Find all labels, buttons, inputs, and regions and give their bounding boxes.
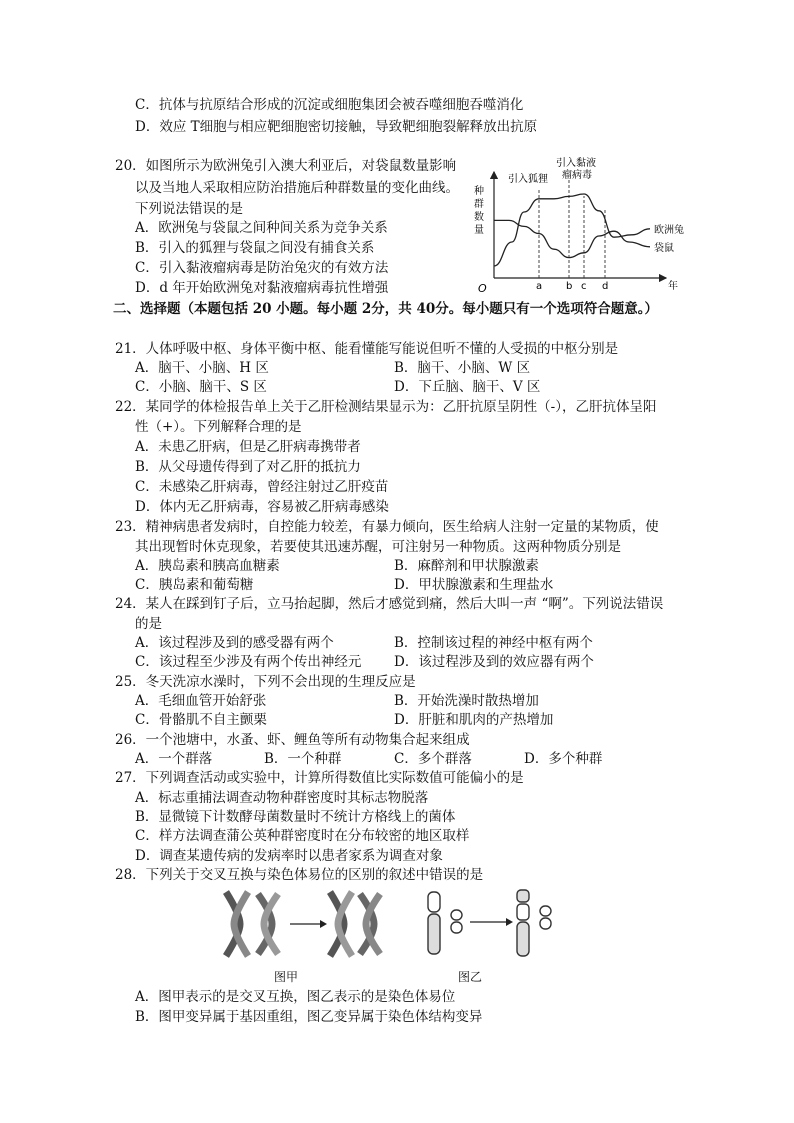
y-axis-label (474, 184, 484, 236)
population-chart (470, 150, 690, 295)
q27-option-d: D．调查某遗传病的发病率时以患者家系为调查对象 (135, 848, 443, 864)
q24-option-c: C．该过程至少涉及有两个传出神经元 (135, 654, 362, 670)
q25-option-a: A．毛细血管开始舒张 (135, 693, 267, 709)
x-tick-a: a (536, 281, 543, 292)
q25-stem: 25．冬天洗凉水澡时，下列不会出现的生理反应是 (115, 674, 416, 690)
q26-option-b: B．一个种群 (264, 751, 342, 767)
q24-option-b: B．控制该过程的神经中枢有两个 (394, 635, 593, 651)
q23-option-a: A．胰岛素和胰高血糖素 (135, 558, 280, 574)
q20-option-a: A．欧洲兔与袋鼠之间种间关系为竞争关系 (135, 220, 388, 236)
option-c-prev: C．抗体与抗原结合形成的沉淀或细胞集团会被吞噬细胞吞噬消化 (135, 97, 524, 113)
figure-jia (218, 888, 388, 960)
q25-option-b: B．开始洗澡时散热增加 (394, 693, 539, 709)
q20-stem-3: 下列说法错误的是 (135, 201, 243, 217)
q26-option-a: A．一个群落 (135, 751, 213, 767)
option-d-prev: D．效应 T细胞与相应靶细胞密切接触，导致靶细胞裂解释放出抗原 (135, 119, 538, 135)
series-label-kangaroo: 袋鼠 (654, 242, 674, 254)
chromosome-small (451, 910, 462, 933)
q24-option-d: D．该过程涉及到的效应器有两个 (394, 654, 594, 670)
q22-option-b: B．从父母遗传得到了对乙肝的抵抗力 (135, 459, 361, 475)
q23-stem-1: 23．精神病患者发病时，自控能力较差，有暴力倾向，医生给病人注射一定量的某物质，使 (115, 519, 659, 535)
x-axis-label: 年 (668, 281, 678, 292)
q21-stem: 21．人体呼吸中枢、身体平衡中枢、能看懂能写能说但听不懂的人受损的中枢分别是 (115, 341, 619, 357)
q28-option-a: A．图甲表示的是交叉互换，图乙表示的是染色体易位 (135, 989, 456, 1005)
y-axis-label-char: 群 (474, 199, 484, 210)
origin-label: O (478, 282, 487, 295)
q26-stem: 26．一个池塘中，水蚤、虾、鲤鱼等所有动物集合起来组成 (115, 732, 470, 748)
y-axis-label-char: 量 (474, 225, 484, 236)
q23-option-c: C．胰岛素和葡萄糖 (135, 577, 254, 593)
figure-jia-label: 图甲 (274, 970, 299, 984)
q20-stem-2: 以及当地人采取相应防治措施后种群数量的变化曲线。 (135, 180, 459, 196)
figure-yi-label: 图乙 (458, 970, 483, 984)
q21-option-a: A．脑干、小脑、H 区 (135, 360, 269, 376)
figure-yi (420, 888, 560, 960)
series-label-rabbit: 欧洲兔 (654, 224, 684, 236)
q20-stem-1: 20．如图所示为欧洲兔引入澳大利亚后，对袋鼠数量影响 (115, 158, 457, 174)
section-heading: 二、选择题（本题包括 20 小题。每小题 2分，共 40分。每小题只有一个选项符合题意。） (113, 301, 659, 317)
q23-option-d: D．甲状腺激素和生理盐水 (394, 577, 554, 593)
x-tick-d: d (602, 281, 609, 292)
chromosome-pair-after (330, 892, 380, 956)
q24-stem-1: 24．某人在踩到钉子后，立马抬起脚，然后才感觉到痛，然后大叫一声 “啊”。下列说法错误 (115, 596, 664, 612)
q27-option-b: B．显微镜下计数酵母菌数量时不统计方格线上的菌体 (135, 809, 456, 825)
annotation-virus-line-1: 引入黏液 (556, 158, 596, 169)
chromosome-large (428, 892, 440, 954)
q27-stem: 27．下列调查活动或实验中，计算所得数值比实际数值可能偏小的是 (115, 770, 524, 786)
q23-option-b: B．麻醉剂和甲状腺激素 (394, 558, 539, 574)
q23-stem-2: 其出现暂时休克现象，若要使其迅速苏醒，可注射另一种物质。这两种物质分别是 (135, 539, 621, 555)
chromosome-pair-before (226, 892, 278, 956)
q20-option-d: D．d 年开始欧洲兔对黏液瘤病毒抗性增强 (135, 280, 389, 296)
q27-option-a: A．标志重捕法调查动物种群密度时其标志物脱落 (135, 790, 429, 806)
y-axis-label-char: 种 (474, 186, 484, 197)
annotation-fox: 引入狐狸 (508, 174, 548, 185)
x-tick-c: c (581, 281, 587, 292)
chromosome-large-after (517, 890, 529, 956)
chromosome-small-after (540, 906, 551, 929)
q25-option-d: D．肝脏和肌肉的产热增加 (394, 712, 554, 728)
q20-option-b: B．引入的狐狸与袋鼠之间没有捕食关系 (135, 240, 375, 256)
q26-option-d: D．多个种群 (524, 751, 603, 767)
x-tick-b: b (566, 281, 573, 292)
q26-option-c: C．多个群落 (394, 751, 472, 767)
series-line-kangaroo (494, 220, 650, 257)
q24-stem-2: 的是 (135, 616, 162, 632)
q22-stem-1: 22．某同学的体检报告单上关于乙肝检测结果显示为：乙肝抗原呈阴性（-），乙肝抗体呈阳 (115, 399, 657, 415)
series-line-rabbit (494, 194, 650, 266)
q25-option-c: C．骨骼肌不自主颤栗 (135, 712, 267, 728)
q21-option-d: D．下丘脑、脑干、V 区 (394, 379, 541, 395)
q21-option-b: B．脑干、小脑、W 区 (394, 360, 531, 376)
q22-option-a: A．未患乙肝病，但是乙肝病毒携带者 (135, 439, 361, 455)
q22-option-d: D．体内无乙肝病毒，容易被乙肝病毒感染 (135, 499, 389, 515)
q20-option-c: C．引入黏液瘤病毒是防治兔灾的有效方法 (135, 260, 389, 276)
q22-stem-2: 性（+）。下列解释合理的是 (135, 419, 302, 435)
q21-option-c: C．小脑、脑干、S 区 (135, 379, 267, 395)
y-axis-label-char: 数 (474, 212, 484, 223)
q28-stem: 28．下列关于交叉互换与染色体易位的区别的叙述中错误的是 (115, 867, 484, 883)
annotation-virus-line-2: 瘤病毒 (562, 170, 592, 181)
q27-option-c: C．样方法调查蒲公英种群密度时在分布较密的地区取样 (135, 828, 470, 844)
q22-option-c: C．未感染乙肝病毒，曾经注射过乙肝疫苗 (135, 479, 389, 495)
q28-option-b: B．图甲变异属于基因重组，图乙变异属于染色体结构变异 (135, 1009, 483, 1025)
q24-option-a: A．该过程涉及到的感受器有两个 (135, 635, 334, 651)
